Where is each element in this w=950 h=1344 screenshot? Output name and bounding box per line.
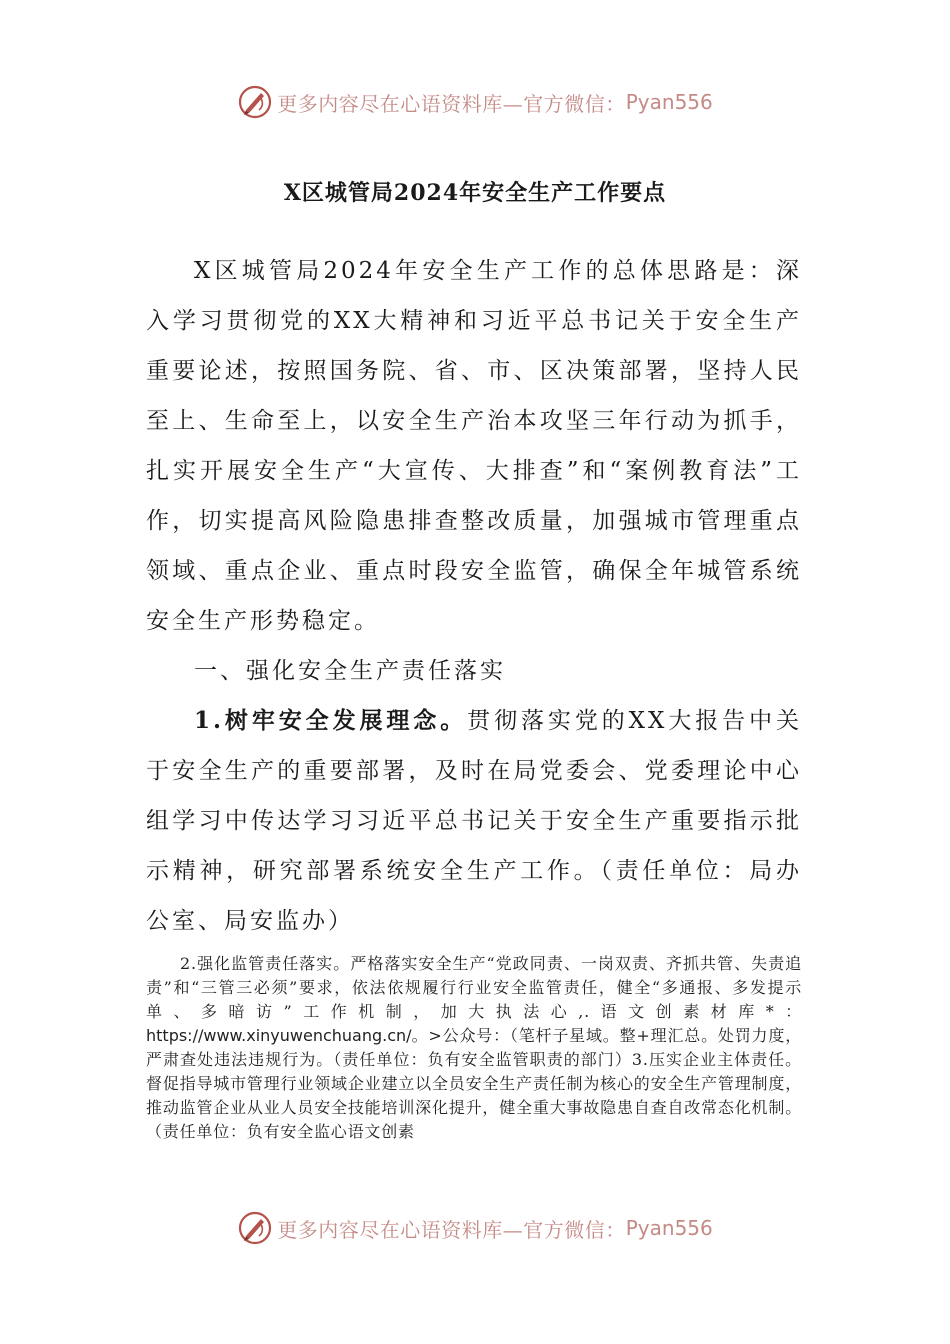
- watermark-banner-bottom: [0, 1206, 950, 1250]
- watermark-handle: Pyan556: [625, 1216, 713, 1240]
- item1-lead: 1.树牢安全发展理念。: [194, 707, 468, 734]
- item2-text-1: 2.强化监管责任落实。严格落实安全生产“党政同责、一岗双责、齐抓共管、失责追责”和“三管三必须”要求，依法依规履行行业安全监管责任，健全“多通报、多发提示单、多暗访”工作机制，加大执法心,.语文创素材库*：: [146, 954, 802, 1021]
- item1-paragraph: [146, 696, 802, 946]
- pen-logo-icon: [237, 1210, 273, 1246]
- intro-paragraph: X区城管局2024年安全生产工作的总体思路是：深入学习贯彻党的XX大精神和习近平总书记关于安全生产重要论述，按照国务院、省、市、区决策部署，坚持人民至上、生命至上，以安全生产治本攻坚三年行动为抓手，扎实开展安全生产“大宣传、大排查”和“案例教育法”工作，切实提高风险隐患排查整改质量，加强城市管理重点领域、重点企业、重点时段安全监管，确保全年城管系统安全生产形势稳定。: [146, 258, 802, 634]
- section-heading: 一、强化安全生产责任落实: [194, 658, 506, 684]
- watermark-text: 更多内容尽在心语资料库—官方微信：: [277, 1217, 626, 1242]
- watermark-handle: Pyan556: [625, 90, 713, 114]
- watermark-text: 更多内容尽在心语资料库—官方微信：: [277, 91, 626, 116]
- item1-body: 贯彻落实党的XX大报告中关于安全生产的重要部署，及时在局党委会、党委理论中心组学习中传达学习习近平总书记关于安全生产重要指示批示精神，研究部署系统安全生产工作。（责任单位：局办公室、局安监办）: [146, 708, 802, 934]
- pen-logo-icon: [237, 84, 273, 120]
- document-body: [146, 246, 802, 1144]
- item2-paragraph: [146, 952, 802, 1144]
- item2-text-2: 。>公众号：（笔杆子星域。整+理汇总。处罚力度，严肃查处违法违规行为。（责任单位：负有安全监管职责的部门）3.压实企业主体责任。督促指导城市管理行业领域企业建立以全员安全生产责任制为核心的安全生产管理制度，推动监管企业从业人员安全技能培训深化提升，健全重大事故隐患自查自改常态化机制。（责任单位：负有安全监心语文创素: [146, 1026, 802, 1141]
- watermark-banner-top: [0, 80, 950, 124]
- document-title: X区城管局2024年安全生产工作要点: [283, 180, 667, 206]
- source-url: https://www.xinyuwenchuang.cn/: [146, 1026, 412, 1045]
